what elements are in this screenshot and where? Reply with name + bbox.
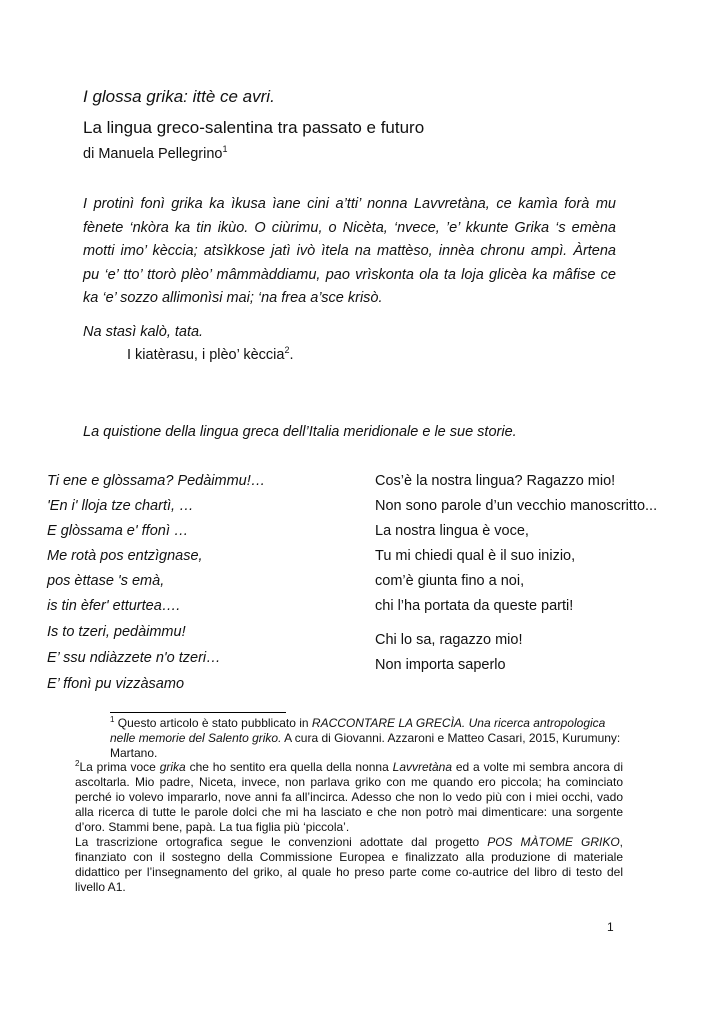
- poem-line: is tin èfer' etturtea….: [47, 598, 181, 614]
- letter-signoff: I kiatèrasu, i plèo’ kèccia$^2$.: [127, 345, 294, 363]
- author-name: di Manuela Pellegrino: [83, 146, 223, 162]
- page-number: 1: [607, 920, 614, 934]
- footnote-ref-2[interactable]: 2: [284, 345, 290, 356]
- footnote-2-project: POS MÀTOME GRIKO: [487, 835, 620, 849]
- translation-line: Non sono parole d’un vecchio manoscritto...: [375, 498, 658, 514]
- footnote-1-marker: 1: [110, 715, 115, 724]
- poem-line: E’ ssu ndiàzzete n'o tzeri…: [47, 650, 221, 666]
- translation-line: Tu mi chiedi qual è il suo inizio,: [375, 548, 576, 564]
- section-heading: [83, 424, 517, 440]
- footnote-2-text: , finanziato con il sostegno della Commissione Europea e finalizzato alla produzione di materiale didattico per l’insegnamento del griko, al quale ho preso parte come co-autrice del libro di testo del livello A1.: [75, 835, 623, 894]
- poem-line: pos èttase 's emà,: [47, 573, 165, 589]
- poem-line: Is to tzeri, pedàimmu!: [47, 624, 186, 640]
- poem-line: E glòssama e' ffonì …: [47, 523, 189, 539]
- author-line: [83, 146, 227, 162]
- footnote-1-pre: Questo articolo è stato pubblicato in: [114, 716, 312, 730]
- footnote-1: [110, 716, 623, 761]
- footnote-2-marker: 2: [75, 759, 80, 768]
- poem-line: E’ ffonì pu vizzàsamo: [47, 676, 185, 692]
- poem-line: 'En i' lloja tze chartì, …: [47, 498, 194, 514]
- letter-line: fènete ‘nkòra ka tin ikùo. O ciùrimu, o Nicèta, ‘nvece, ’e’ kkunte Grika ‘s emèna: [83, 219, 616, 236]
- letter-line: I protinì fonì grika ka ìkusa ìane cini a’tti’ nonna Lavvretàna, ce kamìa forà mu: [83, 196, 616, 212]
- footnote-1-post: A cura di Giovanni. Azzaroni e Matteo Casari, 2015, Kurumuny: Martano.: [110, 731, 621, 760]
- poem-line: Ti ene e glòssama? Pedàimmu!…: [47, 473, 266, 489]
- griko-letter: [83, 193, 616, 311]
- letter-closing: Na stasì kalò, tata.: [83, 324, 204, 340]
- footnote-2: [75, 760, 623, 895]
- footnote-2-name: Lavvretàna: [392, 760, 453, 774]
- translation-line: chi l’ha portata da queste parti!: [375, 598, 574, 614]
- footnote-2-text: La trascrizione ortografica segue le convenzioni adottate dal progetto: [75, 835, 488, 849]
- section-text: quistione della lingua greca dell’Italia meridionale e le sue storie.: [99, 424, 517, 440]
- footnote-ref-1[interactable]: 1: [222, 144, 228, 155]
- footnote-2-text: che ho sentito era quella della nonna: [185, 760, 393, 774]
- document-subtitle: La lingua greco-salentina tra passato e futuro: [83, 118, 425, 137]
- translation-line: com’è giunta fino a noi,: [375, 573, 525, 589]
- footnote-2-term: grika: [159, 760, 186, 774]
- footnote-2-text: La prima voce: [79, 760, 160, 774]
- footnote-2-paragraph-1: [75, 760, 623, 835]
- poem-line: Me rotà pos entzìgnase,: [47, 548, 203, 564]
- letter-line: ka ‘e’ sozzo allimonìsi mai; ‘na frea a’sce krisò.: [83, 290, 383, 306]
- translation-line: Non importa saperlo: [375, 657, 506, 673]
- translation-line: La nostra lingua è voce,: [375, 523, 529, 539]
- section-prefix: La: [83, 424, 100, 440]
- footnote-separator: [110, 712, 286, 713]
- letter-line: motti imo’ kèccia; atsìkkose jatì ivò ìtela na mattèso, innèa chronu ampì. Àrtena: [83, 243, 616, 259]
- footnote-1-publication: RACCONTARE LA GRECÌA. Una ricerca antropologica nelle memorie del Salento griko.: [110, 716, 606, 745]
- signoff-text: I kiatèrasu, i plèo’ kèccia: [127, 347, 285, 363]
- document-title: I glossa grika: ittè ce avri.: [83, 87, 275, 106]
- letter-line: pu ‘e’ tto’ ttorò plèo’ mâmmàddiamu, pao vrìskonta ola ta loja glicèa ka mâfise ce: [83, 266, 616, 283]
- footnote-2-text: ed a volte mi sembra ancora di ascoltarla. Mio padre, Niceta, invece, non parlava griko con me quando ero piccola; ha cominciato perché io volevo impararlo, nove anni fa all’incirca. Adesso che non lo vedo più con i miei occhi, vado alla ricerca di tutte le parole dolci che mi ha lasciato e che non potrò mai dimenticare: una sorgente d’oro. Stammi bene, papà. La tua figlia più ‘piccola’.: [75, 760, 624, 834]
- translation-line: Cos’è la nostra lingua? Ragazzo mio!: [375, 473, 616, 489]
- translation-line: Chi lo sa, ragazzo mio!: [375, 632, 523, 648]
- footnote-2-paragraph-2: [75, 835, 623, 895]
